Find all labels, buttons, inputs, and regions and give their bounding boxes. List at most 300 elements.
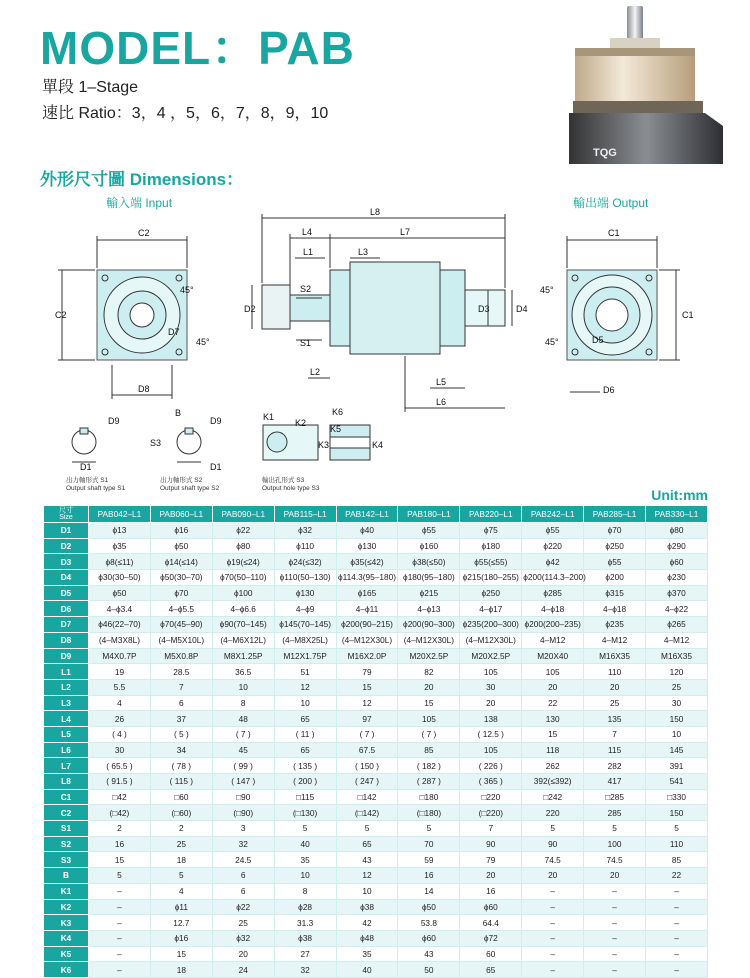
table-cell: 4–M12 — [646, 632, 708, 648]
table-cell: 19 — [89, 664, 151, 680]
table-cell: M12X1.75P — [274, 648, 336, 664]
table-cell: ϕ70 — [150, 585, 212, 601]
table-cell: ϕ180(95–180) — [398, 570, 460, 586]
table-cell: 32 — [212, 836, 274, 852]
table-cell: 30 — [460, 679, 522, 695]
table-cell: 15 — [336, 679, 398, 695]
table-cell: 12 — [336, 868, 398, 884]
table-cell: 20 — [460, 868, 522, 884]
table-cell: ( 365 ) — [460, 774, 522, 790]
table-cell: ϕ30(30–50) — [89, 570, 151, 586]
table-cell: 145 — [646, 742, 708, 758]
table-cell: 35 — [274, 852, 336, 868]
table-cell: ϕ200(114.3–200) — [522, 570, 584, 586]
brand-logo: TQG — [593, 147, 617, 159]
table-cell: ϕ16 — [150, 523, 212, 539]
table-cell: ϕ80 — [646, 523, 708, 539]
row-label: S3 — [44, 852, 89, 868]
row-label: L7 — [44, 758, 89, 774]
table-cell: 59 — [398, 852, 460, 868]
table-cell: 10 — [274, 868, 336, 884]
table-cell: ϕ370 — [646, 585, 708, 601]
table-cell: 110 — [584, 664, 646, 680]
model-header: PAB115–L1 — [274, 506, 336, 523]
table-cell: (4–M5X10L) — [150, 632, 212, 648]
dim-l7: L7 — [400, 227, 411, 237]
table-cell: 120 — [646, 664, 708, 680]
table-cell: 4–ϕ18 — [584, 601, 646, 617]
row-label: S1 — [44, 821, 89, 837]
table-cell: 67.5 — [336, 742, 398, 758]
table-cell: ϕ180 — [460, 538, 522, 554]
table-cell: 16 — [398, 868, 460, 884]
table-cell: ϕ265 — [646, 617, 708, 633]
table-cell: 35 — [336, 946, 398, 962]
dim-s2: S2 — [300, 284, 312, 294]
table-cell: 22 — [522, 695, 584, 711]
dim-d5: D5 — [592, 335, 604, 345]
table-cell: – — [89, 962, 151, 978]
table-row — [44, 632, 708, 648]
table-row — [44, 585, 708, 601]
table-cell: 20 — [212, 946, 274, 962]
table-cell: (4–M8X25L) — [274, 632, 336, 648]
table-cell: 90 — [460, 836, 522, 852]
model-header: PAB042–L1 — [89, 506, 151, 523]
table-header-row — [44, 506, 708, 523]
table-cell: 12 — [336, 695, 398, 711]
table-cell: – — [584, 899, 646, 915]
table-cell: 4–ϕ5.5 — [150, 601, 212, 617]
table-cell: 105 — [522, 664, 584, 680]
table-cell: (4–M6X12L) — [212, 632, 274, 648]
table-cell: 14 — [398, 883, 460, 899]
table-cell: (4–M3X8L) — [89, 632, 151, 648]
table-cell: ( 65.5 ) — [89, 758, 151, 774]
table-cell: 16 — [89, 836, 151, 852]
table-cell: 130 — [522, 711, 584, 727]
table-cell: – — [522, 915, 584, 931]
table-cell: ϕ35 — [89, 538, 151, 554]
table-cell: 50 — [398, 962, 460, 978]
table-cell: ϕ13 — [89, 523, 151, 539]
table-row — [44, 726, 708, 742]
table-cell: ϕ100 — [212, 585, 274, 601]
table-cell: 15 — [89, 852, 151, 868]
table-cell: 51 — [274, 664, 336, 680]
s2-en: Output shaft type S2 — [160, 485, 220, 492]
table-cell: 70 — [398, 836, 460, 852]
table-cell: – — [584, 915, 646, 931]
table-cell: ϕ72 — [460, 930, 522, 946]
dim-k5: K5 — [330, 424, 342, 434]
table-cell: 40 — [274, 836, 336, 852]
table-cell: ( 200 ) — [274, 774, 336, 790]
table-cell: 25 — [646, 679, 708, 695]
table-cell: ϕ250 — [584, 538, 646, 554]
table-cell: (□180) — [398, 805, 460, 821]
ratio-text: 速比 Ratio：3，4 ，5，6，7，8，9，10 — [42, 105, 329, 122]
table-cell: 150 — [646, 805, 708, 821]
table-cell: ϕ200 — [584, 570, 646, 586]
table-cell: M20X40 — [522, 648, 584, 664]
table-cell: 4–M12 — [584, 632, 646, 648]
table-cell: 4–ϕ3.4 — [89, 601, 151, 617]
table-cell: 262 — [522, 758, 584, 774]
table-cell: ϕ50(30–70) — [150, 570, 212, 586]
table-cell: – — [89, 930, 151, 946]
dim-c2: C2 — [138, 228, 150, 238]
table-cell: 10 — [646, 726, 708, 742]
table-cell: – — [89, 946, 151, 962]
table-cell: 541 — [646, 774, 708, 790]
table-cell: ϕ55(≤55) — [460, 554, 522, 570]
table-cell: ϕ80 — [212, 538, 274, 554]
table-cell: 42 — [336, 915, 398, 931]
table-cell: M16X35 — [584, 648, 646, 664]
dim-b: B — [175, 408, 182, 418]
table-cell: 34 — [150, 742, 212, 758]
table-cell: ( 78 ) — [150, 758, 212, 774]
output-label: 輸出端 Output — [573, 196, 649, 210]
table-cell: ( 91.5 ) — [89, 774, 151, 790]
table-cell: 105 — [460, 742, 522, 758]
table-cell: □142 — [336, 789, 398, 805]
row-label: D7 — [44, 617, 89, 633]
dim-k1: K1 — [263, 412, 275, 422]
table-cell: 4–ϕ17 — [460, 601, 522, 617]
dim-d6: D6 — [603, 385, 615, 395]
table-cell: 20 — [398, 679, 460, 695]
table-row — [44, 538, 708, 554]
table-cell: 30 — [89, 742, 151, 758]
spec-table — [43, 505, 708, 978]
table-row — [44, 758, 708, 774]
table-cell: ϕ38(≤50) — [398, 554, 460, 570]
table-row — [44, 695, 708, 711]
table-cell: 12 — [274, 679, 336, 695]
s1-en: Output shaft type S1 — [66, 485, 126, 492]
table-cell: – — [89, 915, 151, 931]
table-cell: ( 226 ) — [460, 758, 522, 774]
row-label: C1 — [44, 789, 89, 805]
table-cell: ϕ165 — [336, 585, 398, 601]
dim-k3: K3 — [318, 440, 330, 450]
dim-l5: L5 — [436, 377, 447, 387]
dim-d8: D8 — [138, 384, 150, 394]
table-cell: M16X2.0P — [336, 648, 398, 664]
table-cell: ( 147 ) — [212, 774, 274, 790]
table-cell: 7 — [584, 726, 646, 742]
table-cell: 10 — [212, 679, 274, 695]
table-cell: ϕ32 — [212, 930, 274, 946]
row-label: K2 — [44, 899, 89, 915]
table-cell: 100 — [584, 836, 646, 852]
table-cell: ϕ38 — [336, 899, 398, 915]
table-cell: ϕ22 — [212, 899, 274, 915]
table-cell: 97 — [336, 711, 398, 727]
table-cell: 4–ϕ11 — [336, 601, 398, 617]
table-cell: ϕ14(≤14) — [150, 554, 212, 570]
s3-cn: 輸出孔形式 S3 — [262, 477, 305, 484]
table-cell: 2 — [150, 821, 212, 837]
table-cell: M4X0.7P — [89, 648, 151, 664]
table-cell: 20 — [584, 679, 646, 695]
row-label: S2 — [44, 836, 89, 852]
table-cell: □90 — [212, 789, 274, 805]
table-cell: ( 4 ) — [89, 726, 151, 742]
table-cell: 417 — [584, 774, 646, 790]
table-row — [44, 711, 708, 727]
row-label: L1 — [44, 664, 89, 680]
table-cell: ϕ50 — [150, 538, 212, 554]
table-cell: ( 115 ) — [150, 774, 212, 790]
table-cell: ϕ220 — [522, 538, 584, 554]
row-label: D3 — [44, 554, 89, 570]
table-cell: – — [522, 883, 584, 899]
table-cell: ϕ35(≤42) — [336, 554, 398, 570]
table-cell: 90 — [522, 836, 584, 852]
table-cell: 79 — [336, 664, 398, 680]
table-row — [44, 883, 708, 899]
table-row — [44, 836, 708, 852]
row-label: D9 — [44, 648, 89, 664]
model-header: PAB090–L1 — [212, 506, 274, 523]
table-cell: – — [522, 930, 584, 946]
table-cell: ( 135 ) — [274, 758, 336, 774]
dim-d4: D4 — [516, 304, 528, 314]
row-label: D4 — [44, 570, 89, 586]
table-cell: 37 — [150, 711, 212, 727]
table-cell: 85 — [398, 742, 460, 758]
table-cell: 150 — [646, 711, 708, 727]
table-row — [44, 915, 708, 931]
table-cell: – — [584, 946, 646, 962]
product-image — [565, 4, 735, 164]
row-label: L4 — [44, 711, 89, 727]
table-cell: 64.4 — [460, 915, 522, 931]
table-cell: – — [646, 946, 708, 962]
table-cell: □180 — [398, 789, 460, 805]
dim-k2: K2 — [295, 418, 307, 428]
table-cell: ϕ215 — [398, 585, 460, 601]
table-cell: M8X1.25P — [212, 648, 274, 664]
table-cell: 6 — [150, 695, 212, 711]
table-cell: 7 — [150, 679, 212, 695]
table-cell: 118 — [522, 742, 584, 758]
table-row — [44, 742, 708, 758]
table-cell: 5 — [522, 821, 584, 837]
table-cell: 220 — [522, 805, 584, 821]
dim-d1-s1: D1 — [80, 462, 92, 472]
table-cell: ϕ55 — [584, 554, 646, 570]
table-cell: 105 — [398, 711, 460, 727]
row-label: D5 — [44, 585, 89, 601]
s3-en: Output hole type S3 — [262, 485, 320, 492]
table-cell: – — [646, 930, 708, 946]
dim-c2-side: C2 — [55, 310, 67, 320]
model-header: PAB220–L1 — [460, 506, 522, 523]
table-cell: ( 7 ) — [398, 726, 460, 742]
table-cell: – — [646, 915, 708, 931]
table-cell: ϕ145(70–145) — [274, 617, 336, 633]
table-cell: 138 — [460, 711, 522, 727]
table-cell: 5 — [336, 821, 398, 837]
model-header: PAB285–L1 — [584, 506, 646, 523]
table-cell: – — [646, 883, 708, 899]
table-cell: □285 — [584, 789, 646, 805]
table-cell: ( 150 ) — [336, 758, 398, 774]
table-cell: 282 — [584, 758, 646, 774]
table-cell: 12.7 — [150, 915, 212, 931]
model-title: MODEL：PAB — [40, 22, 355, 74]
table-cell: ϕ60 — [398, 930, 460, 946]
table-cell: (□60) — [150, 805, 212, 821]
table-cell: 5 — [584, 821, 646, 837]
table-cell: 26 — [89, 711, 151, 727]
table-cell: 15 — [398, 695, 460, 711]
table-cell: ϕ235(200–300) — [460, 617, 522, 633]
size-header — [44, 506, 89, 523]
model-header: PAB180–L1 — [398, 506, 460, 523]
dim-s3: S3 — [150, 438, 162, 448]
table-cell: – — [89, 899, 151, 915]
table-cell: 43 — [336, 852, 398, 868]
table-cell: 3 — [212, 821, 274, 837]
size-header-cn: 尺寸 — [59, 507, 73, 514]
row-label: K6 — [44, 962, 89, 978]
table-cell: – — [646, 962, 708, 978]
table-cell: M20X2.5P — [460, 648, 522, 664]
table-cell: ϕ28 — [274, 899, 336, 915]
dim-45-output-b: 45° — [545, 337, 559, 347]
table-cell: □330 — [646, 789, 708, 805]
table-cell: 20 — [460, 695, 522, 711]
table-cell: 22 — [646, 868, 708, 884]
table-cell: ϕ235 — [584, 617, 646, 633]
table-cell: ϕ16 — [150, 930, 212, 946]
table-row — [44, 774, 708, 790]
table-cell: ϕ22 — [212, 523, 274, 539]
table-cell: 65 — [460, 962, 522, 978]
table-cell: □220 — [460, 789, 522, 805]
model-header: PAB142–L1 — [336, 506, 398, 523]
table-cell: ϕ60 — [646, 554, 708, 570]
table-cell: 4 — [150, 883, 212, 899]
dim-s1: S1 — [300, 338, 312, 348]
dim-l6: L6 — [436, 397, 447, 407]
table-cell: ϕ130 — [336, 538, 398, 554]
table-cell: 18 — [150, 852, 212, 868]
dimension-drawings — [0, 205, 750, 495]
table-cell: 65 — [336, 836, 398, 852]
table-cell: – — [522, 946, 584, 962]
table-row — [44, 664, 708, 680]
table-row — [44, 852, 708, 868]
table-cell: □42 — [89, 789, 151, 805]
table-cell: 2 — [89, 821, 151, 837]
table-cell: M5X0.8P — [150, 648, 212, 664]
table-cell: 391 — [646, 758, 708, 774]
row-label: K4 — [44, 930, 89, 946]
table-row — [44, 962, 708, 978]
size-header-en: Size — [59, 514, 73, 521]
table-row — [44, 946, 708, 962]
row-label: L6 — [44, 742, 89, 758]
dim-45-output: 45° — [540, 285, 554, 295]
table-cell: 65 — [274, 742, 336, 758]
row-label: D1 — [44, 523, 89, 539]
row-label: B — [44, 868, 89, 884]
dim-45-input: 45° — [180, 285, 194, 295]
table-cell: 53.8 — [398, 915, 460, 931]
row-label: D2 — [44, 538, 89, 554]
table-cell: 10 — [336, 883, 398, 899]
table-cell: ϕ24(≤32) — [274, 554, 336, 570]
dim-d2: D2 — [244, 304, 256, 314]
table-cell: – — [584, 883, 646, 899]
table-cell: 5 — [89, 868, 151, 884]
dim-d7: D7 — [168, 327, 180, 337]
table-cell: ϕ60 — [460, 899, 522, 915]
table-cell: 28.5 — [150, 664, 212, 680]
model-header: PAB330–L1 — [646, 506, 708, 523]
table-cell: 43 — [398, 946, 460, 962]
model-header: PAB242–L1 — [522, 506, 584, 523]
table-row — [44, 805, 708, 821]
table-cell: 32 — [274, 962, 336, 978]
table-cell: – — [522, 899, 584, 915]
table-cell: 16 — [460, 883, 522, 899]
table-row — [44, 789, 708, 805]
table-cell: 20 — [584, 868, 646, 884]
table-cell: ( 7 ) — [336, 726, 398, 742]
table-cell: ϕ11 — [150, 899, 212, 915]
table-cell: (□142) — [336, 805, 398, 821]
table-cell: 74.5 — [584, 852, 646, 868]
table-cell: 24 — [212, 962, 274, 978]
table-cell: 36.5 — [212, 664, 274, 680]
table-cell: ϕ285 — [522, 585, 584, 601]
model-header: PAB060–L1 — [150, 506, 212, 523]
table-row — [44, 523, 708, 539]
table-cell: ϕ200(90–300) — [398, 617, 460, 633]
table-cell: ϕ46(22–70) — [89, 617, 151, 633]
table-cell: (4–M12X30L) — [336, 632, 398, 648]
table-cell: ϕ215(180–255) — [460, 570, 522, 586]
table-cell: (□90) — [212, 805, 274, 821]
table-cell: ϕ70(45–90) — [150, 617, 212, 633]
row-label: D8 — [44, 632, 89, 648]
table-cell: – — [522, 962, 584, 978]
table-cell: ϕ110(50–130) — [274, 570, 336, 586]
table-cell: M20X2.5P — [398, 648, 460, 664]
dim-d9-s1: D9 — [108, 416, 120, 426]
table-cell: ϕ50 — [89, 585, 151, 601]
table-cell: 5.5 — [89, 679, 151, 695]
table-cell: 285 — [584, 805, 646, 821]
table-cell: ϕ70(50–110) — [212, 570, 274, 586]
table-cell: 18 — [150, 962, 212, 978]
table-cell: ϕ160 — [398, 538, 460, 554]
table-cell: ϕ55 — [522, 523, 584, 539]
input-label: 輸入端 Input — [106, 196, 173, 210]
stage-text: 單段 1–Stage — [42, 79, 139, 96]
row-label: K3 — [44, 915, 89, 931]
table-cell: 5 — [274, 821, 336, 837]
table-row — [44, 648, 708, 664]
row-label: C2 — [44, 805, 89, 821]
